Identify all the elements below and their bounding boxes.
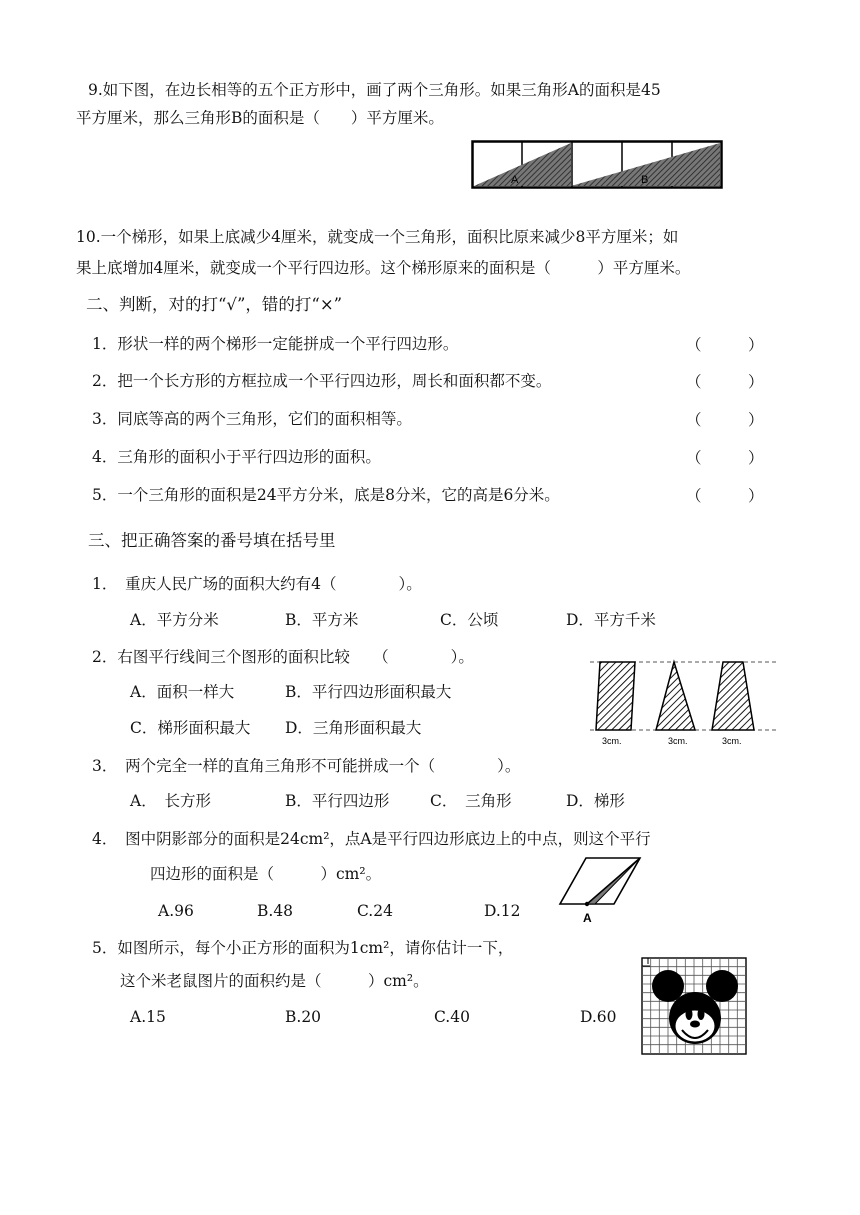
mc5-mouse-grid-figure [640, 956, 748, 1056]
base-label-2: 3cm. [668, 736, 688, 746]
mc2-option-a[interactable]: A．面积一样大 [130, 683, 235, 701]
mc3-option-d[interactable]: D．梯形 [566, 792, 625, 810]
mc4-stem-line2: 四边形的面积是（ ）cm²。 [150, 865, 382, 883]
mc1-option-c[interactable]: C．公顷 [440, 611, 499, 629]
judge-answer-1[interactable]: （ ） [686, 336, 764, 354]
judge-item-3: 3．同底等高的两个三角形，它们的面积相等。 [92, 410, 412, 428]
mc4-option-a[interactable]: A.96 [158, 902, 194, 920]
parallelogram-shape [596, 662, 635, 730]
mc5-stem-line1: 5．如图所示，每个小正方形的面积为1cm²，请你估计一下， [92, 939, 514, 957]
judge-item-5: 5．一个三角形的面积是24平方分米，底是8分米，它的高是6分米。 [92, 486, 560, 504]
mc5-option-b[interactable]: B.20 [285, 1008, 322, 1026]
mc3-option-b[interactable]: B．平行四边形 [285, 792, 390, 810]
mc4-stem-line1: 4． 图中阴影部分的面积是24cm²，点A是平行四边形底边上的中点，则这个平行 [92, 830, 651, 848]
mc5-option-d[interactable]: D.60 [580, 1008, 617, 1026]
point-a-label: A [583, 911, 592, 925]
mc1-option-b[interactable]: B．平方米 [285, 611, 359, 629]
mc3-stem: 3． 两个完全一样的直角三角形不可能拼成一个（ ）。 [92, 757, 521, 775]
judge-answer-5[interactable]: （ ） [686, 487, 764, 505]
triangle-shape [656, 662, 695, 730]
judge-answer-4[interactable]: （ ） [686, 449, 764, 467]
q10-line1: 10.一个梯形，如果上底减少4厘米，就变成一个三角形，面积比原来减少8平方厘米；如 [76, 228, 679, 246]
left-ear [652, 970, 684, 1002]
q9-squares-figure [471, 140, 723, 190]
mc2-option-d[interactable]: D．三角形面积最大 [285, 719, 422, 737]
mc5-option-c[interactable]: C.40 [434, 1008, 470, 1026]
right-ear [706, 970, 738, 1002]
trapezoid-shape [712, 662, 754, 730]
mc2-option-b[interactable]: B．平行四边形面积最大 [285, 683, 452, 701]
mc4-parallelogram-figure [556, 852, 644, 926]
judge-answer-3[interactable]: （ ） [686, 411, 764, 429]
label-b: B [641, 174, 649, 186]
base-label-3: 3cm. [722, 736, 742, 746]
judge-answer-2[interactable]: （ ） [686, 373, 764, 391]
judge-item-4: 4．三角形的面积小于平行四边形的面积。 [92, 448, 381, 466]
judge-item-1: 1．形状一样的两个梯形一定能拼成一个平行四边形。 [92, 335, 459, 353]
mc1-option-d[interactable]: D．平方千米 [566, 611, 656, 629]
mc2-option-c[interactable]: C．梯形面积最大 [130, 719, 251, 737]
mc4-option-c[interactable]: C.24 [357, 902, 393, 920]
q9-line1: 9.如下图，在边长相等的五个正方形中，画了两个三角形。如果三角形A的面积是45 [88, 81, 661, 99]
mc2-stem: 2．右图平行线间三个图形的面积比较 （ ）。 [92, 648, 474, 666]
q10-line2: 果上底增加4厘米，就变成一个平行四边形。这个梯形原来的面积是（ ）平方厘米。 [76, 259, 691, 277]
mc2-parallel-shapes-figure [588, 654, 780, 748]
mc3-option-a[interactable]: A． 长方形 [130, 792, 211, 810]
base-label-1: 3cm. [602, 736, 622, 746]
mc1-stem: 1． 重庆人民广场的面积大约有4（ ）。 [92, 575, 422, 593]
mc3-option-c[interactable]: C． 三角形 [430, 792, 512, 810]
judge-item-2: 2．把一个长方形的方框拉成一个平行四边形，周长和面积都不变。 [92, 372, 552, 390]
part2-heading: 二、判断，对的打“√”，错的打“×” [86, 295, 343, 314]
mc5-stem-line2: 这个米老鼠图片的面积约是（ ）cm²。 [120, 972, 429, 990]
mc4-option-d[interactable]: D.12 [484, 902, 521, 920]
part3-heading: 三、把正确答案的番号填在括号里 [88, 531, 336, 550]
mc5-option-a[interactable]: A.15 [130, 1008, 166, 1026]
mc1-option-a[interactable]: A．平方分米 [130, 611, 219, 629]
q9-line2: 平方厘米，那么三角形B的面积是（ ）平方厘米。 [76, 109, 444, 127]
mc4-option-b[interactable]: B.48 [257, 902, 294, 920]
label-a: A [511, 174, 519, 186]
